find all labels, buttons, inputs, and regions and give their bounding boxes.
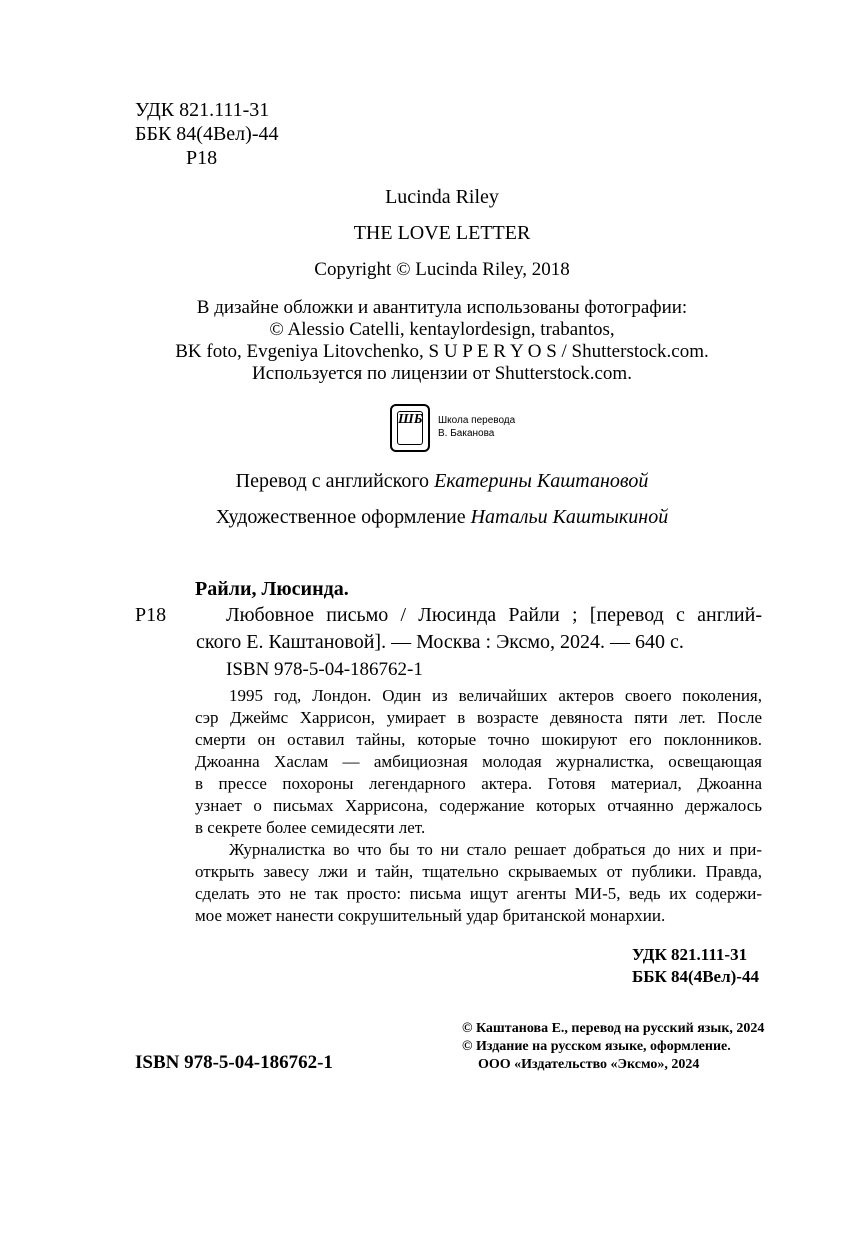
annotation-line: 1995 год, Лондон. Один из величайших актеров своего поколения, [229,686,762,705]
catalog-line: ского Е. Каштановой]. — Москва : Эксмо, 2024. — 640 с. [196,631,684,653]
logo-caption [438,414,515,440]
annotation-line: в прессе похороны легендарного актера. Готовя материал, Джоанна [195,774,762,793]
designer-credit [0,506,844,529]
annotation-line: открыть завесу лжи и тайн, тщательно скрываемых от публики. Правда, [195,862,762,881]
bbk-code-bottom: ББК 84(4Вел)-44 [632,967,759,986]
copyright-line: © Каштанова Е., перевод на русский язык, 2024 [462,1021,765,1036]
annotation-line: сделать это не так просто: письма ищут агенты МИ-5, ведь их содержи- [195,884,762,903]
copyright-line: © Издание на русском языке, оформление. [462,1039,731,1054]
original-title: THE LOVE LETTER [353,222,531,244]
photo-credit-line: © Alessio Catelli, kentaylordesign, trabantos, [269,319,615,340]
logo-caption-line: Школа перевода [438,415,516,426]
catalog-description [226,604,762,627]
photo-credit-line: Используется по лицензии от Shutterstock.com. [252,363,632,384]
translator-prefix: Перевод с английского [235,470,435,492]
annotation-line: Джоанна Хаслам — амбициозная молодая журналистка, освещающая [195,752,762,771]
annotation-line: смерти он оставил тайны, которые точно шокируют его поклонников. [195,730,762,749]
designer-prefix: Художественное оформление [215,506,471,528]
translation-school-logo [390,404,520,454]
annotation-line: узнает о письмах Харрисона, содержание которых отчаянно держалось [195,796,762,815]
translator-credit [0,470,844,493]
photo-credit-line: В дизайне обложки и авантитула использованы фотографии: [196,297,688,318]
annotation-line: сэр Джеймс Харрисон, умирает в возрасте девяноста пяти лет. После [195,708,762,727]
original-author: Lucinda Riley [385,186,499,208]
copyright-line: ООО «Издательство «Эксмо», 2024 [478,1057,700,1072]
catalog-heading: Райли, Люсинда. [195,578,349,600]
logo-mark: ШБ [397,411,423,445]
annotation-line: мое может нанести сокрушительный удар британской монархии. [195,906,666,925]
translator-name: Екатерины Каштановой [434,470,649,492]
designer-name: Натальи Каштыкиной [470,506,669,528]
udk-code: УДК 821.111-31 [135,99,270,121]
photo-credit-line: BK foto, Evgeniya Litovchenko, S U P E R Y O S / Shutterstock.com. [175,341,709,362]
annotation-line: в секрете более семидесяти лет. [195,818,426,837]
catalog-line: Любовное письмо / Люсинда Райли ; [перевод с англий- [226,604,762,626]
author-mark: Р18 [186,147,218,169]
isbn-bottom: ISBN 978-5-04-186762-1 [135,1052,333,1073]
annotation [195,685,762,927]
original-copyright: Copyright © Lucinda Riley, 2018 [314,259,570,280]
logo-caption-line: В. Баканова [438,428,495,439]
annotation-line: Журналистка во что бы то ни стало решает добраться до них и при- [229,840,762,859]
catalog-isbn: ISBN 978-5-04-186762-1 [226,659,423,680]
logo-frame [390,404,430,452]
bbk-code: ББК 84(4Вел)-44 [135,123,279,145]
udk-code-bottom: УДК 821.111-31 [632,945,748,964]
catalog-mark: Р18 [135,604,167,626]
